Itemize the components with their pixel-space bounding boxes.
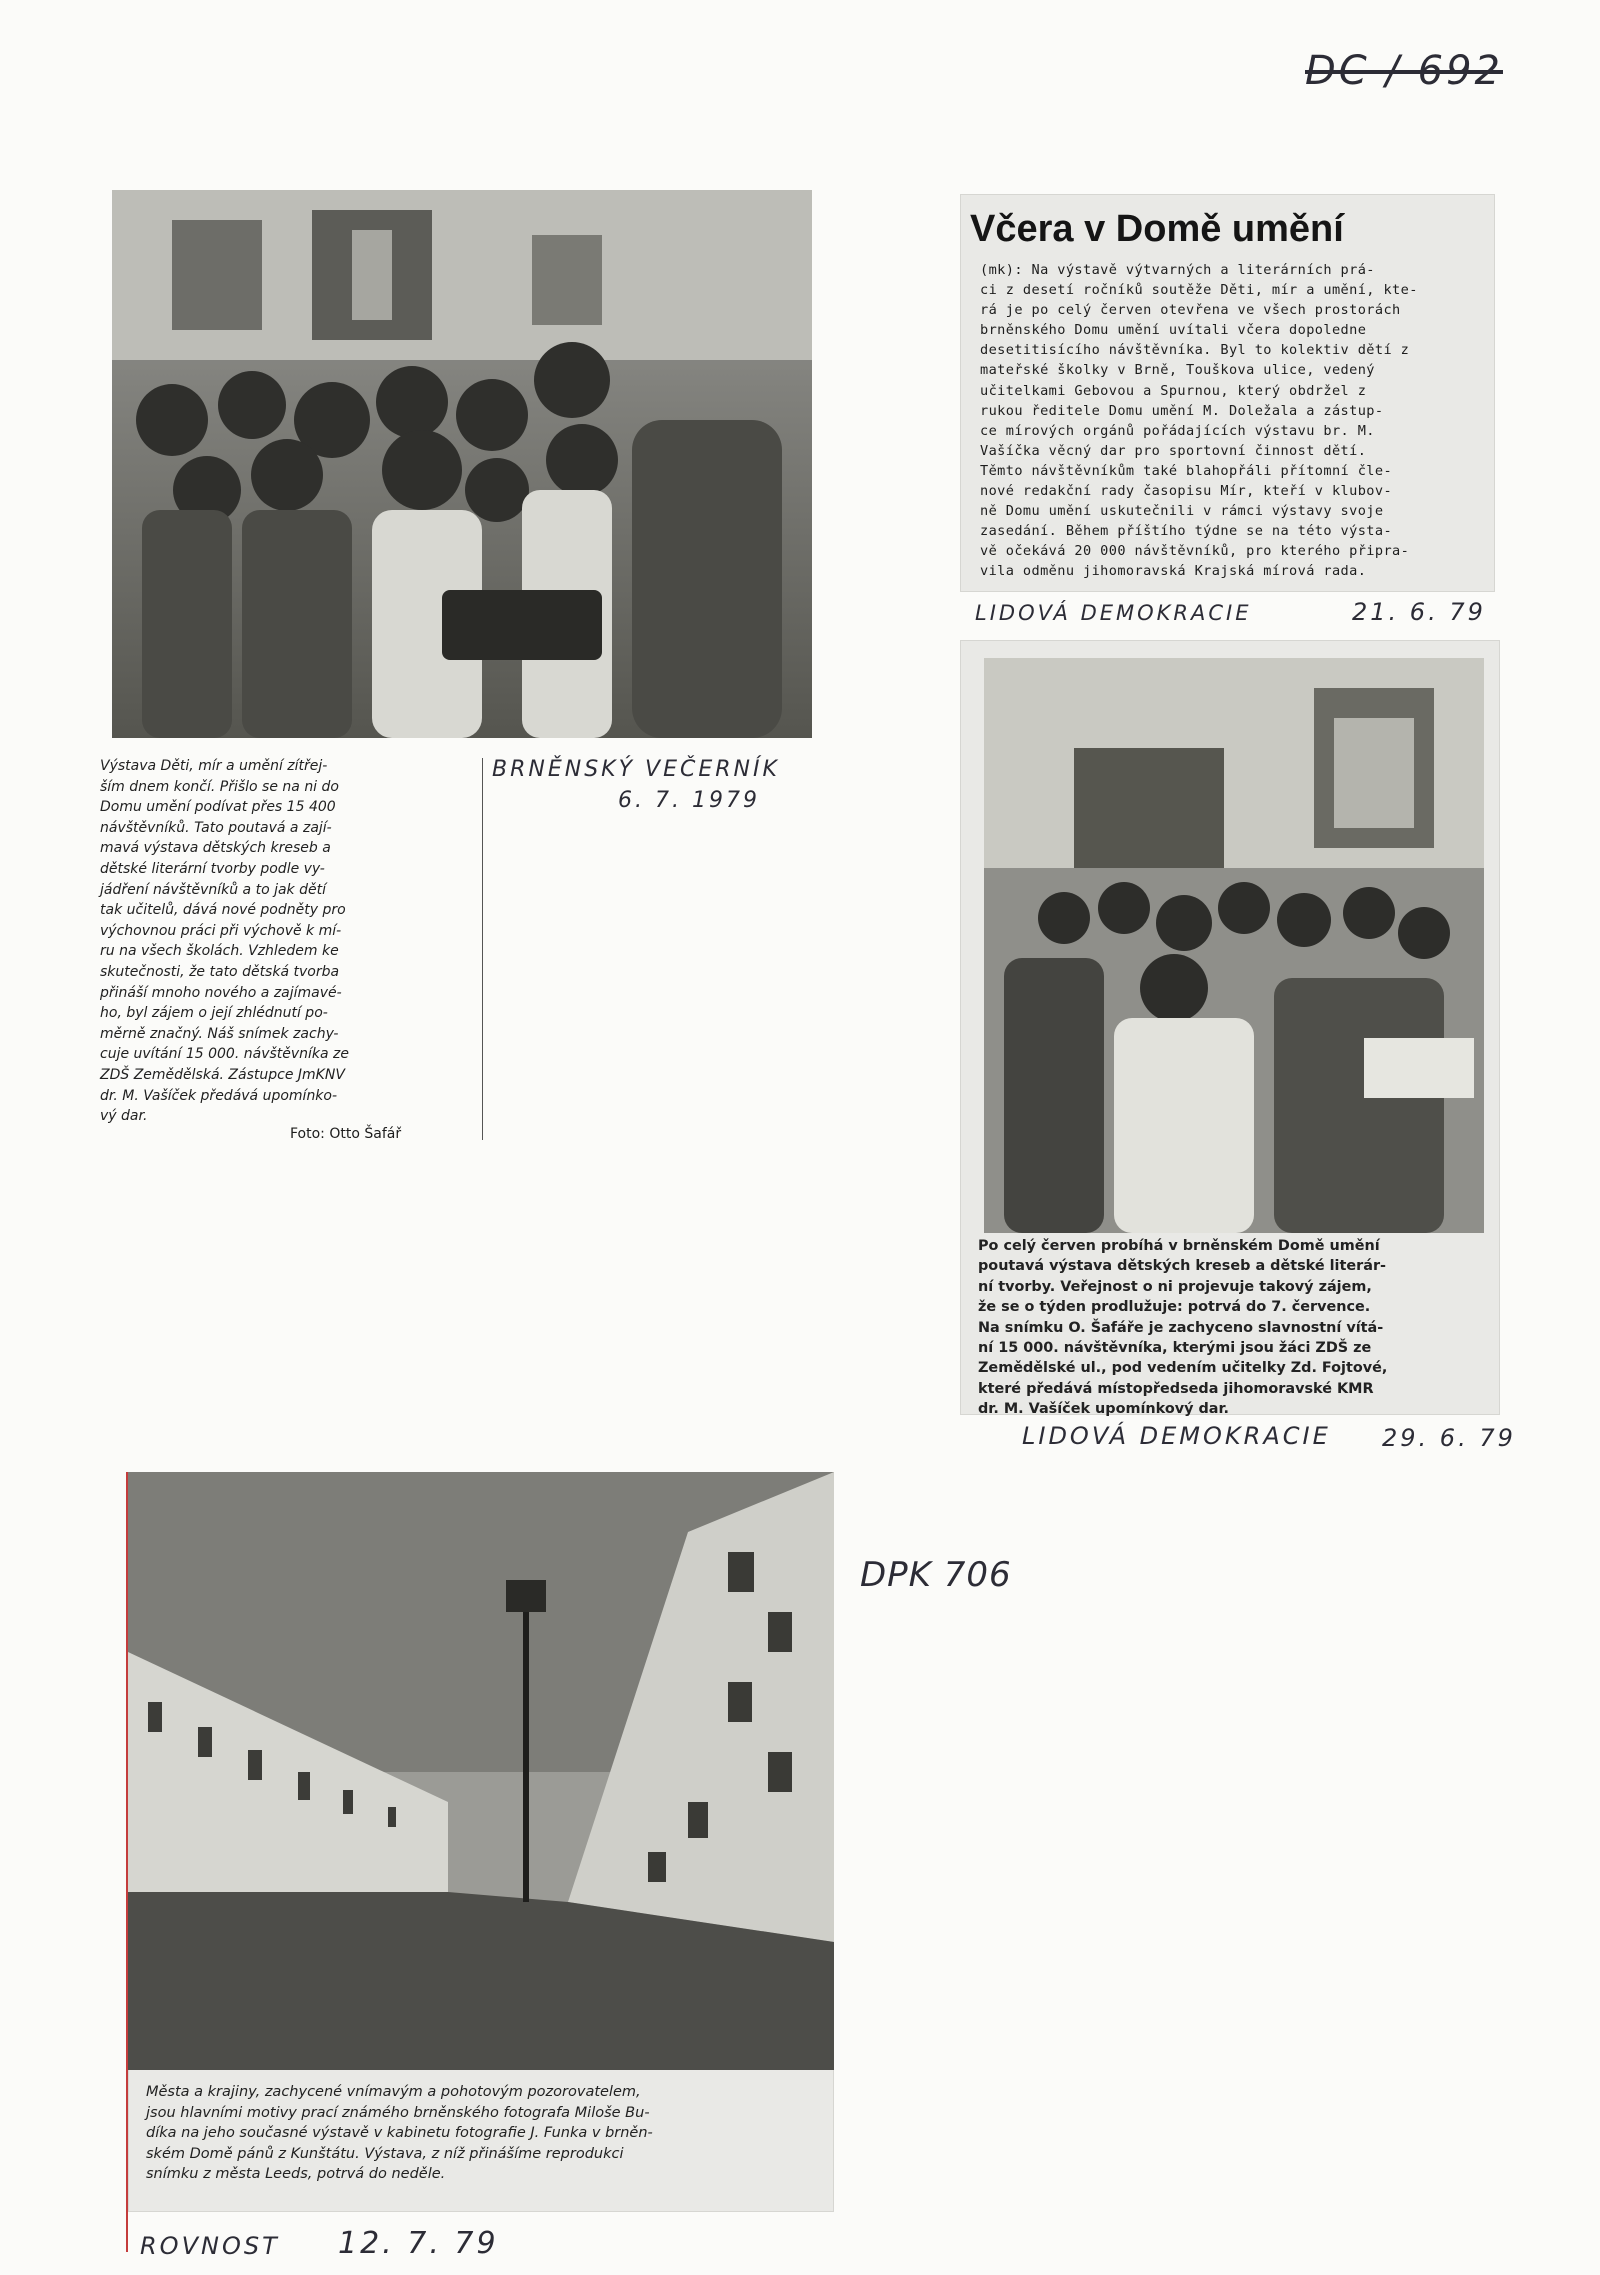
clip4-date-note: 12. 7. 79 (338, 2226, 499, 2261)
clip1-right-rule (482, 758, 483, 1140)
dpk-mark: DPK 706 (860, 1555, 1012, 1595)
clip3-source-note: LIDOVÁ DEMOKRACIE (1022, 1422, 1331, 1450)
clip2-source-note: LIDOVÁ DEMOKRACIE (975, 601, 1252, 625)
clipping-brnensky-vecernik (100, 190, 812, 1142)
clip4-source-note: ROVNOST (140, 2232, 280, 2260)
article-headline: Včera v Domě umění (970, 208, 1344, 250)
clip2-date-note: 21. 6. 79 (1352, 598, 1486, 626)
archive-number: DC / 692 (1305, 48, 1503, 94)
exhibition-photo-visitors (112, 190, 812, 738)
clipping-lidova-demokracie-photo (960, 640, 1500, 1418)
article-body: (mk): Na výstavě výtvarných a literárních prá- ci z desetí ročníků soutěže Děti, mír a umění, kte- rá je po celý červen otevřena ve všech prostorách brněnského Domu umění uvítali včera dopoledne desetitisícího návštěvníka. Byl to kolektiv dětí z mateřské školky v Brně, Touškova ulice, vedený učitelkami Gebovou a Spurnou, který obdržel z rukou ředitele Domu umění M. Doležala a zástup- ce mírových orgánů pořádajících výstavu br. M. Vašíčka věcný dar pro sportovní činnost dětí. Těmto návštěvníkům také blahopřáli přítomní čle- nové redakční rady časopisu Mír, kteří v klubov- ně Domu umění uskutečnili v rámci výstavy svoje zasedání. Během příštího týdne se na této výsta- vě očekává 20 000 návštěvníků, pro kterého připra- vila odměnu jihomoravská Krajská mírová rada. (980, 262, 1418, 580)
photo-image (112, 190, 812, 738)
clipping-rovnost (128, 1472, 834, 2212)
photo-image (984, 658, 1484, 1233)
leeds-street-photo (128, 1472, 834, 2070)
exhibition-photo-ceremony (984, 658, 1484, 1233)
clip3-date-note: 29. 6. 79 (1382, 1424, 1516, 1452)
clip1-photo-credit: Foto: Otto Šafář (290, 1126, 402, 1142)
clipping-vcera-v-dome-umeni (960, 194, 1495, 592)
clip1-caption: Výstava Děti, mír a umění zítřej- ším dnem končí. Přišlo se na ni do Domu umění podívat přes 15 400 návštěvníků. Tato poutavá a zají- mavá výstava dětských kreseb a dětské literární tvorby podle vy- jádření návštěvníků a to jak dětí tak učitelů, dává nové podněty pro výchovnou práci při výchově k mí- ru na všech školách. Vzhledem ke skutečnosti, že tato dětská tvorba přináší mnoho nového a zajímavé- ho, byl zájem o její zhlédnutí po- měrně značný. Náš snímek zachy- cuje uvítání 15 000. návštěvníka ze ZDŠ Zemědělská. Zástupce JmKNV dr. M. Vašíček předává upomínko- vý dar. (100, 758, 350, 1125)
clip1-date-note: 6. 7. 1979 (618, 788, 760, 813)
clip3-caption: Po celý červen probíhá v brněnském Domě umění poutavá výstava dětských kreseb a dětské literár- ní tvorby. Veřejnost o ni projevuje takový zájem, že se o týden prodlužuje: potrvá do 7. července. Na snímku O. Šafáře je zachyceno slavnostní vítá- ní 15 000. návštěvníka, kterými jsou žáci ZDŠ ze Zemědělské ul., pod vedením učitelky Zd. Fojtové, které předává místopředseda jihomoravské KMR dr. M. Vašíček upomínkový dar. (978, 1238, 1388, 1418)
clip4-caption: Města a krajiny, zachycené vnímavým a pohotovým pozorovatelem, jsou hlavními motivy prací známého brněnského fotografa Miloše Bu- díka na jeho současné výstavě v kabinetu fotografie J. Funka v brněn- ském Domě pánů z Kunštátu. Výstava, z níž přinášíme reprodukci snímku z města Leeds, potrvá do neděle. (146, 2084, 653, 2183)
photo-image (128, 1472, 834, 2070)
clip1-source-note: BRNĚNSKÝ VEČERNÍK (492, 757, 780, 782)
